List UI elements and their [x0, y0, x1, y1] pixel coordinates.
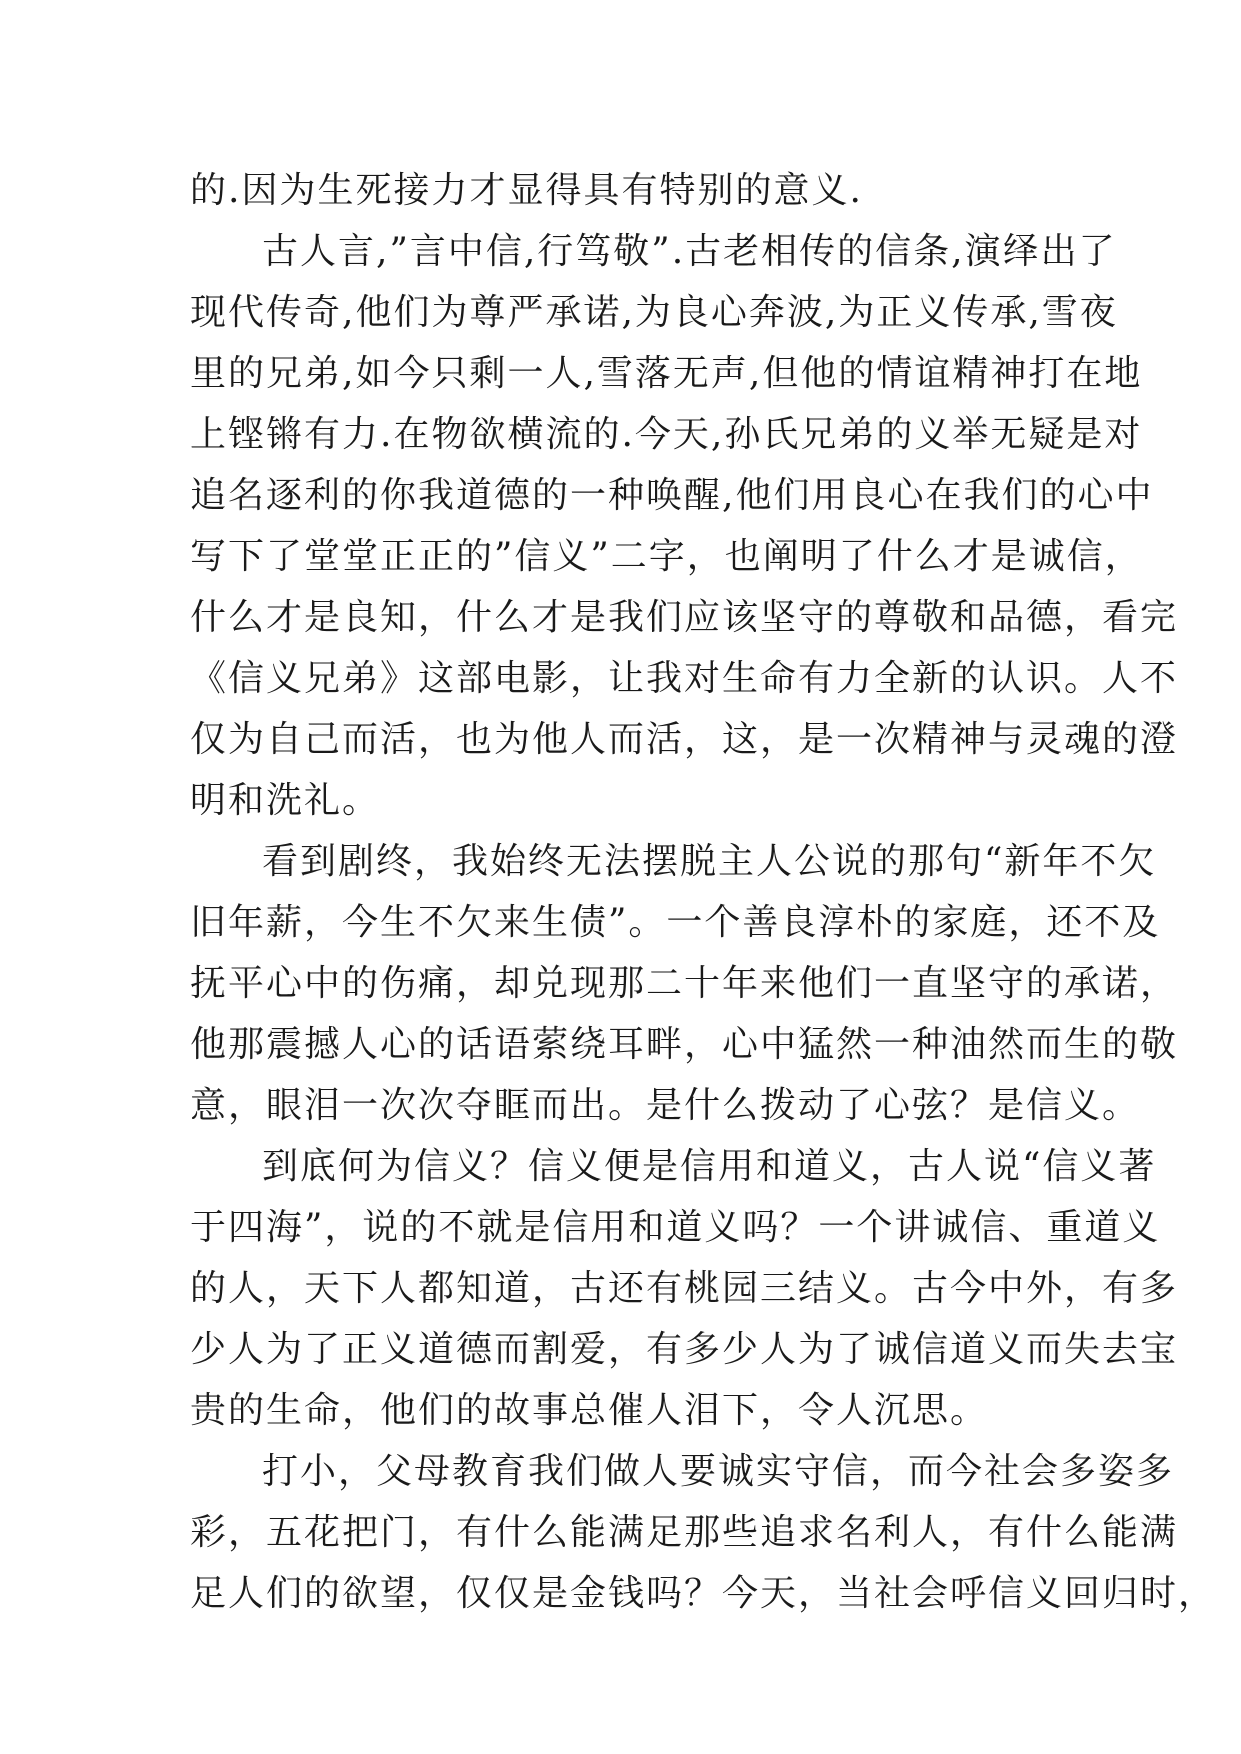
text-line: 里的兄弟,如今只剩一人,雪落无声,但他的情谊精神打在地 — [190, 353, 1143, 394]
text-line: 写下了堂堂正正的”信义”二字，也阐明了什么才是诚信， — [190, 536, 1143, 577]
text-line: 贵的生命，他们的故事总催人泪下，令人沉思。 — [190, 1390, 989, 1431]
text-line: 现代传奇,他们为尊严承诺,为良心奔波,为正义传承,雪夜 — [190, 292, 1118, 333]
text-line: 旧年薪，今生不欠来生债”。一个善良淳朴的家庭，还不及 — [190, 902, 1161, 943]
text-line: 古人言,”言中信,行笃敬”.古老相传的信条,演绎出了 — [262, 231, 1117, 272]
text-line: 于四海”，说的不就是信用和道义吗？一个讲诚信、重道义 — [190, 1207, 1161, 1248]
text-line: 打小，父母教育我们做人要诚实守信，而今社会多姿多 — [262, 1451, 1175, 1492]
text-line: 上铿锵有力.在物欲横流的.今天,孙氏兄弟的义举无疑是对 — [190, 414, 1143, 455]
text-line: 什么才是良知，什么才是我们应该坚守的尊敬和品德，看完 — [190, 597, 1179, 638]
text-line: 的人，天下人都知道，古还有桃园三结义。古今中外，有多 — [190, 1268, 1179, 1309]
text-line: 追名逐利的你我道德的一种唤醒,他们用良心在我们的心中 — [190, 475, 1154, 516]
text-line: 少人为了正义道德而割爱，有多少人为了诚信道义而失去宝 — [190, 1329, 1179, 1370]
text-line: 抚平心中的伤痛，却兑现那二十年来他们一直坚守的承诺， — [190, 963, 1179, 1004]
body-text — [190, 160, 1217, 1624]
text-line: 看到剧终，我始终无法摆脱主人公说的那句“新年不欠 — [262, 841, 1157, 882]
text-line: 到底何为信义？信义便是信用和道义，古人说“信义著 — [262, 1146, 1157, 1187]
text-line: 仅为自己而活，也为他人而活，这，是一次精神与灵魂的澄 — [190, 719, 1179, 760]
text-line: 他那震撼人心的话语萦绕耳畔，心中猛然一种油然而生的敬 — [190, 1024, 1179, 1065]
text-line: 明和洗礼。 — [190, 780, 381, 821]
text-line: 的.因为生死接力才显得具有特别的意义. — [190, 170, 863, 211]
text-line: 足人们的欲望，仅仅是金钱吗？今天，当社会呼信义回归时， — [190, 1573, 1217, 1614]
text-line: 彩，五花把门，有什么能满足那些追求名利人，有什么能满 — [190, 1512, 1179, 1553]
text-line: 《信义兄弟》这部电影，让我对生命有力全新的认识。人不 — [190, 658, 1179, 699]
text-line: 意，眼泪一次次夺眶而出。是什么拨动了心弦？是信义。 — [190, 1085, 1141, 1126]
